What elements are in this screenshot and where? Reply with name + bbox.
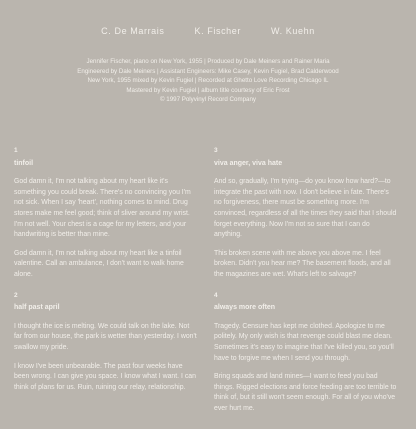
lyric-verse: This broken scene with me above you above me. I feel broken. Didn't you hear me? The basement floods, and all the magazines are wet. What's left to salvage?	[214, 249, 391, 278]
song-number: 3	[214, 147, 218, 154]
song-title: viva anger, viva hate	[214, 159, 283, 167]
song-block	[214, 291, 398, 415]
credit-line: Engineered by Dale Meiners | Assistant Engineers: Mike Casey, Kevin Fugiel, Brad Calderwood	[77, 67, 339, 75]
song-block	[14, 291, 198, 394]
song-number: 1	[14, 147, 18, 154]
credit-line: New York, 1955 mixed by Kevin Fugiel | Recorded at Ghetto Love Recording Chicago IL	[87, 77, 329, 85]
song-title: always more often	[214, 304, 276, 312]
credit-line: © 1997 Polyvinyl Record Company	[159, 96, 257, 104]
lyrics-left-column	[14, 146, 198, 403]
lyric-verse: I thought the ice is melting. We could talk on the lake. Not far from our house, the park is wetter than yesterday. I won't swallow my pride.	[14, 322, 197, 351]
credit-line: Jennifer Fischer, piano on New York, 1955 | Produced by Dale Meiners and Rainer Maria	[86, 58, 330, 65]
song-block	[14, 146, 198, 281]
lyric-verse: And so, gradually, I'm trying—do you know how hard?—to integrate the past with now. I don't believe in fate. There's no forgiveness, there must be something more. I'm convinced, regardless of all the times they said that I should forget everything. Now I'm not so sure that I can do anything.	[214, 178, 397, 239]
lyric-verse: Tragedy. Censure has kept me clothed. Apologize to me politely. My only wish is that revenge could blast me clean. Sometimes it's easy to imagine that I've killed you, so you'll have to forgive me when I send you through.	[214, 322, 394, 362]
member-name: C. De Marrais	[101, 26, 165, 36]
song-block	[214, 146, 398, 281]
song-number: 2	[14, 291, 18, 299]
production-credits	[20, 57, 396, 105]
credit-line: Mastered by Kevin Fugiel | album title courtesy of Eric Frost	[126, 86, 290, 94]
song-number: 4	[214, 291, 218, 299]
member-name: K. Fischer	[194, 26, 241, 36]
song-title: half past april	[14, 304, 60, 312]
song-title: tinfoil	[14, 159, 34, 167]
lyric-verse: Bring squads and land mines—I want to feed you bad things. Rigged elections and force feeding are too terrible to think of, but it still won't seem enough. For all of you who've ever hurt me.	[214, 373, 397, 412]
lyric-verse: God damn it, I'm not talking about my heart like it's something you could break. There's no convincing you I'm not sick. When I say 'heart', nothing comes to mind. Drug stores make me feel good; think of sliver around my wrist. I'm not well. Your chest is a cage for my letters, and your handwriting is better than mine.	[14, 178, 191, 239]
album-credits-names	[0, 26, 416, 36]
member-name: W. Kuehn	[271, 26, 315, 36]
lyric-verse: God damn it, I'm not talking about my heart like a tinfoil valentine. Call an ambulance, I don't want to walk home alone.	[14, 249, 184, 278]
lyric-verse: I know I've been unbearable. The past four weeks have been wrong. I can give you space. I know what I want. I can think of plans for us. Ruin, ruining our relay, relationship.	[14, 362, 196, 391]
lyrics-right-column	[214, 146, 398, 424]
